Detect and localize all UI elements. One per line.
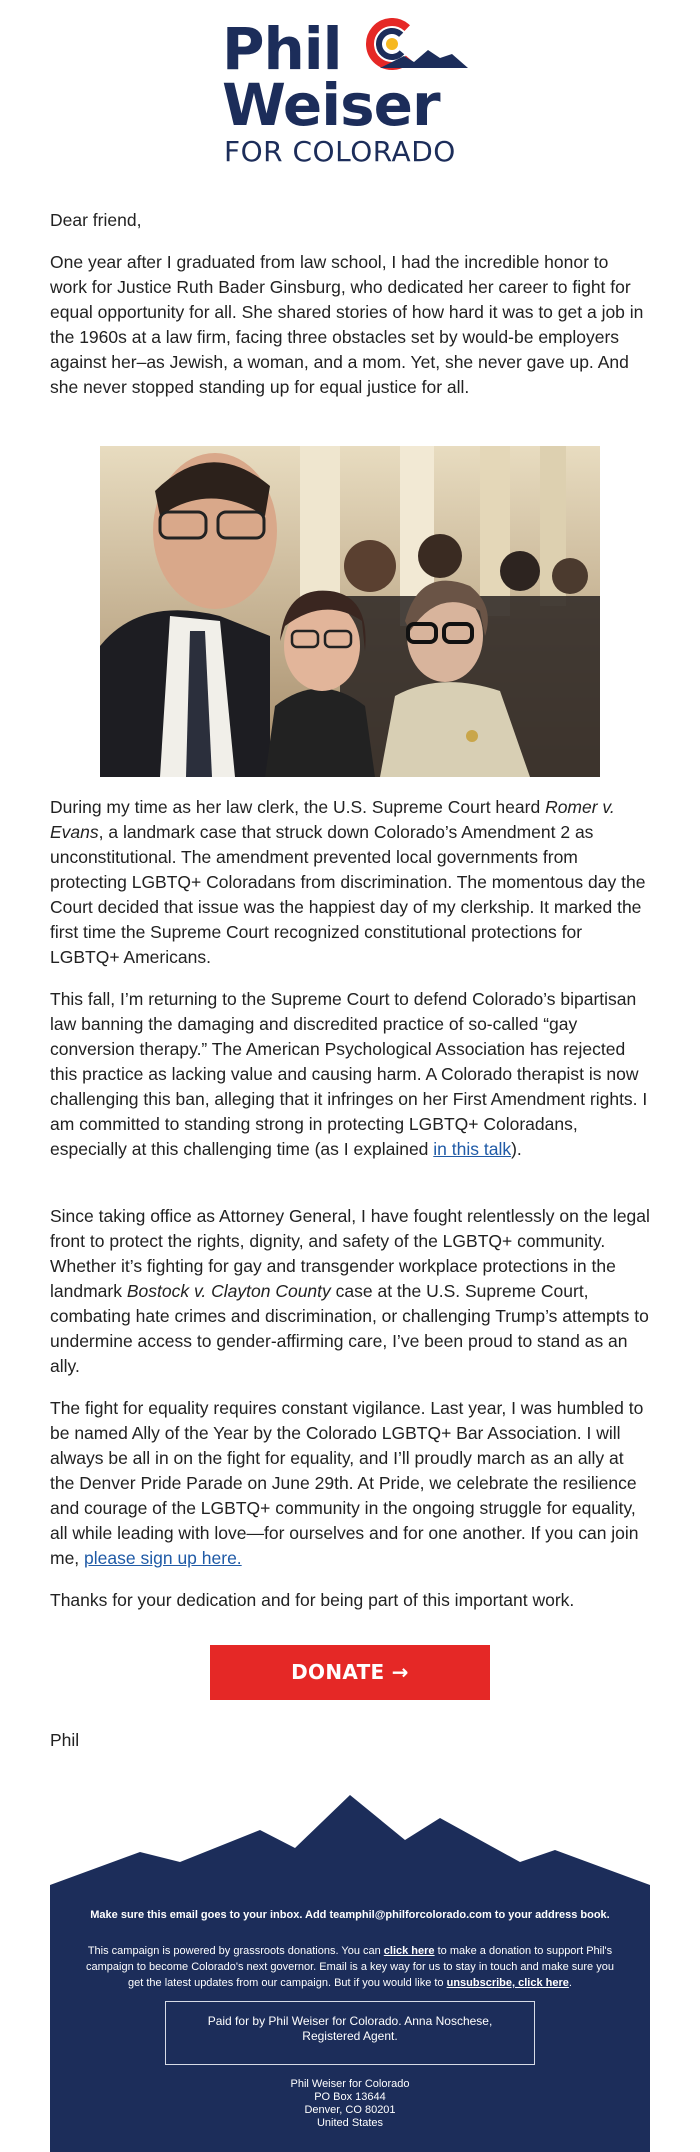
photo-with-justice-ginsburg <box>100 446 600 777</box>
paragraph-3: This fall, I’m returning to the Supreme Court to defend Colorado’s bipartisan law banning the damaging and discredited practice of so-called “gay conversion therapy.” The American Psychological Association has rejected this practice as lacking value and causing harm. A Colorado therapist is now challenging this ban, alleging that it infringes on her First Amendment rights. I am committed to standing strong in protecting LGBTQ+ Coloradans, especially at this challenging time (as I explained in this talk). <box>50 989 648 1159</box>
case-romer-v-evans: Romer v. Evans <box>50 797 615 842</box>
greeting: Dear friend, <box>50 210 142 230</box>
logo-phil: Phil <box>222 15 342 83</box>
colorado-flag-mountain-icon <box>362 18 472 74</box>
unsubscribe-link[interactable]: unsubscribe, click here <box>446 1977 569 1989</box>
footer <box>50 1900 650 2152</box>
campaign-logo[interactable] <box>0 15 700 178</box>
inbox-note: Make sure this email goes to your inbox. Add teamphil@philforcolorado.com to your address book. <box>90 1909 610 1921</box>
signoff: Phil <box>50 1730 80 1750</box>
donate-click-here-link[interactable]: click here <box>383 1945 435 1957</box>
case-bostock-v-clayton-county: Bostock v. Clayton County <box>126 1281 331 1301</box>
in-this-talk-link[interactable]: in this talk <box>433 1139 512 1159</box>
sign-up-link[interactable]: please sign up here. <box>84 1548 242 1568</box>
footer-mountains-graphic <box>0 1790 700 1910</box>
donate-button[interactable]: DONATE → <box>210 1645 490 1700</box>
photo-illustration <box>100 446 600 777</box>
paragraph-1: One year after I graduated from law school, I had the incredible honor to work for Justice Ruth Bader Ginsburg, who dedicated her career to fight for equal opportunity for all. She shared stories of how hard it was to get a job in the 1960s at a law firm, facing three obstacles set by would-be employers against her–as Jewish, a woman, and a mom. Yet, she never gave up. And she never stopped standing up for equal justice for all. <box>50 252 644 397</box>
logo-weiser: Weiser <box>222 71 440 139</box>
paragraph-4: Since taking office as Attorney General, I have fought relentlessly on the legal front to protect the rights, dignity, and safety of the LGBTQ+ community. Whether it’s fighting for gay and transgender workplace protections in the landmark Bostock v. Clayton County case at the U.S. Supreme Court, combating hate crimes and discrimination, or challenging Trump’s attempts to undermine access to gender-affirming care, I’ve been proud to stand as an ally. <box>50 1206 650 1376</box>
grassroots-note: This campaign is powered by grassroots donations. You can click here to make a donation to support Phil's campaign to become Colorado's next governor. Email is a key way for us to stay in touch and make sure you get the latest updates from our campaign. But if you would like to unsubscribe, click here. <box>86 1945 614 1989</box>
logo-for-colorado: FOR COLORADO <box>224 135 456 168</box>
mailing-address: Phil Weiser for Colorado PO Box 13644 Denver, CO 80201 United States <box>290 2078 410 2129</box>
paragraph-5: The fight for equality requires constant vigilance. Last year, I was humbled to be named Ally of the Year by the Colorado LGBTQ+ Bar Association. I will always be all in on the fight for equality, and I’ll proudly march as an ally at the Denver Pride Parade on June 29th. At Pride, we celebrate the resilience and courage of the LGBTQ+ community in the ongoing struggle for equality, all while leading with love—for ourselves and for one another. If you can join me, please sign up here. <box>50 1398 644 1568</box>
paragraph-6: Thanks for your dedication and for being part of this important work. <box>50 1590 575 1610</box>
paragraph-2: During my time as her law clerk, the U.S. Supreme Court heard Romer v. Evans, a landmark case that struck down Colorado’s Amendment 2 as unconstitutional. The amendment prevented local governments from protecting LGBTQ+ Coloradans from discrimination. The momentous day the Court decided that issue was the happiest day of my clerkship. It marked the first time the Supreme Court recognized constitutional protections for LGBTQ+ Americans. <box>50 797 646 967</box>
paid-for-by-disclaimer: Paid for by Phil Weiser for Colorado. Anna Noschese, Registered Agent. <box>165 2001 535 2065</box>
